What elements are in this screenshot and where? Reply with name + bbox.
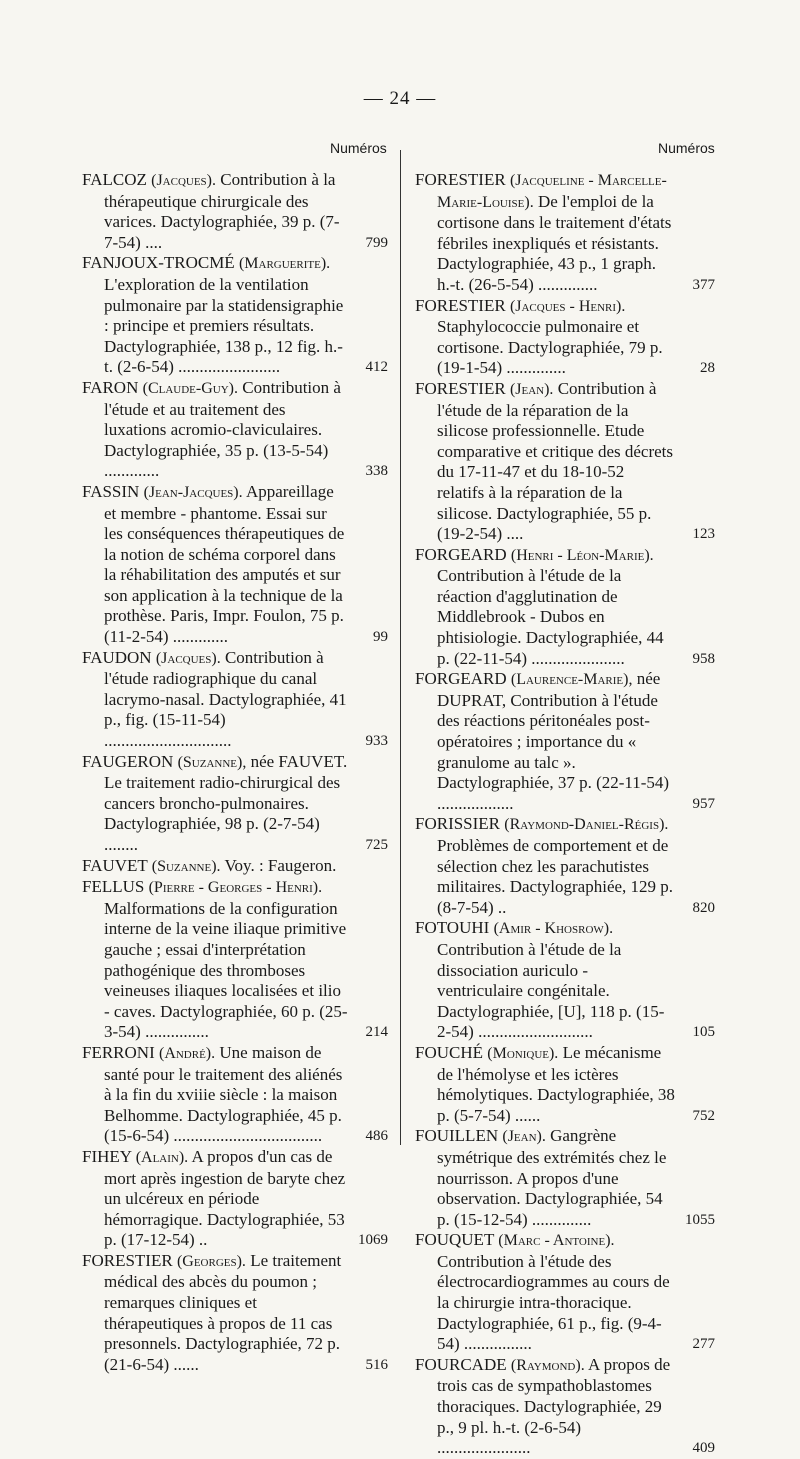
index-entry (415, 296, 715, 379)
entry-name: FOUILLEN (415, 1126, 499, 1146)
entry-name: FOUQUET (415, 1230, 495, 1250)
entry-number: 338 (365, 463, 388, 480)
entry-number: 412 (365, 359, 388, 376)
entry-number: 409 (692, 1440, 715, 1457)
left-column (82, 170, 388, 1375)
entry-number: 958 (692, 650, 715, 667)
entry-name: FOTOUHI (415, 918, 490, 938)
entry-name: FORGEARD (415, 544, 507, 564)
entry-given-name: (Suzanne), (177, 753, 247, 771)
entry-number: 820 (692, 899, 715, 916)
entry-number: 957 (692, 795, 715, 812)
entry-number: 277 (692, 1336, 715, 1353)
entry-name: FIHEY (82, 1146, 132, 1166)
entry-given-name: (Jacques). (155, 649, 221, 667)
entry-name: FORESTIER (415, 378, 506, 398)
entry-name: FOUCHÉ (415, 1042, 484, 1062)
entry-name: FORGEARD (415, 669, 507, 689)
entry-description: Malformations de la configuration interne de la veine iliaque primitive gauche ; essai d'interprétation pathogénique des thromboses veineuses iliaques localisées et ilio - caves. Dactylographiée, 60 p. (25-3-54) ............... (104, 898, 348, 1042)
entry-description: Contribution à l'étude radiographique du canal lacrymo-nasal. Dactylographiée, 41 p., fig. (15-11-54) .............................. (104, 647, 347, 751)
entry-given-name: (Jacques - Henri). (509, 297, 626, 315)
entry-name: FAUGERON (82, 751, 174, 771)
entry-given-name: (Marguerite). (238, 255, 331, 273)
entry-given-name: (Pierre - Georges - Henri). (148, 879, 323, 897)
entry-name: FOURCADE (415, 1354, 507, 1374)
entry-given-name: (Laurence-Marie), (510, 671, 633, 689)
entry-given-name: (Jean). (509, 380, 554, 398)
entry-given-name: (Alain). (135, 1148, 189, 1166)
entry-description: née DUPRAT, Contribution à l'étude des réactions péritonéales post-opératoires ; importance du « granulome au talc ». Dactylographiée, 37 p. (22-11-54) .................. (437, 669, 670, 813)
index-entry (82, 648, 388, 752)
index-entry (82, 877, 388, 1043)
index-entry (82, 1251, 388, 1376)
entry-description: A propos d'un cas de mort après ingestion de baryte chez un ulcéreux en période hémorragique. Dactylographiée, 53 p. (17-12-54) .. (104, 1146, 346, 1250)
index-entry (415, 669, 715, 814)
entry-given-name: (Georges). (176, 1252, 246, 1270)
entry-name: FORESTIER (415, 170, 506, 189)
index-entry (82, 378, 388, 482)
entry-name: FERRONI (82, 1042, 155, 1062)
entry-name: FASSIN (82, 481, 140, 501)
entry-number: 28 (700, 360, 715, 377)
entry-given-name: (Raymond). (510, 1356, 585, 1374)
entry-description: Contribution à l'étude de la réaction d'agglutination de Middlebrook - Dubos en phtisiologie. Dactylographiée, 44 p. (22-11-54) ...................... (437, 566, 664, 668)
entry-given-name: (Raymond-Daniel-Régis). (504, 816, 669, 834)
entry-name: FORESTIER (82, 1250, 173, 1270)
entry-given-name: (Monique). (487, 1044, 559, 1062)
entry-number: 933 (365, 733, 388, 750)
entry-given-name: (Jacqueline - Marcelle-Marie-Louise). (437, 172, 667, 211)
entry-given-name: (André). (158, 1044, 216, 1062)
index-entry (415, 1230, 715, 1355)
entry-number: 99 (373, 629, 388, 646)
right-column (415, 170, 715, 1459)
entry-number: 105 (692, 1024, 715, 1041)
entry-description: Contribution à l'étude et au traitement des luxations acromio-claviculaires. Dactylographiée, 35 p. (13-5-54) ............. (104, 377, 341, 481)
entry-description: Contribution à l'étude de la dissociation auriculo - ventriculaire congénitale. Dactylographiée, [U], 118 p. (15-2-54) ........................... (437, 939, 665, 1042)
entry-name: FANJOUX-TROCMÉ (82, 253, 235, 273)
index-entry (415, 1043, 715, 1126)
index-entry (415, 379, 715, 545)
entry-given-name: (Jean). (502, 1128, 546, 1146)
index-entry (82, 482, 388, 648)
entry-description: Contribution à l'étude des électrocardiogrammes au cours de la chirurgie intra-thoracique. Dactylographiée, 61 p., fig. (9-4-54) ................ (437, 1251, 670, 1354)
entry-number: 752 (692, 1107, 715, 1124)
entry-description: L'exploration de la ventilation pulmonaire par la statidensigraphie : principe et premiers résultats. Dactylographiée, 138 p., 12 fig. h.-t. (2-6-54) ........................ (104, 274, 344, 377)
entry-number: 123 (692, 526, 715, 543)
entry-description: Appareillage et membre - phantome. Essai sur les conséquences thérapeutiques de la notion de schéma corporel dans la réhabilitation des amputés et sur son application à la technique de la prothèse. Paris, Impr. Foulon, 75 p. (11-2-54) ............. (104, 481, 345, 647)
entry-name: FORISSIER (415, 814, 501, 834)
entry-description: née FAUVET. Le traitement radio-chirurgical des cancers broncho-pulmonaires. Dactylographiée, 98 p. (2-7-54) ........ (104, 751, 348, 854)
column-header-right: Numéros (658, 140, 715, 156)
index-entry (415, 170, 715, 296)
index-entry (82, 752, 388, 856)
column-divider (400, 150, 401, 1145)
entry-given-name: (Jacques). (151, 172, 216, 189)
index-entry (415, 1126, 715, 1230)
entry-given-name: (Henri - Léon-Marie). (510, 546, 654, 564)
entry-given-name: (Marc - Antoine). (498, 1232, 615, 1250)
index-entry (415, 1355, 715, 1459)
entry-given-name: (Jean-Jacques). (143, 483, 243, 501)
entry-number: 725 (365, 837, 388, 853)
entry-description: De l'emploi de la cortisone dans le traitement d'états fébriles inexpliqués et résistants. Dactylographiée, 43 p., 1 graph. h.-t. (26-5-54) .............. (437, 191, 672, 294)
entry-number: 1069 (358, 1232, 388, 1249)
entry-name: FAUVET (82, 855, 148, 875)
entry-number: 486 (365, 1128, 388, 1145)
entry-given-name: (Suzanne). (151, 857, 221, 875)
index-entry (82, 856, 388, 878)
entry-name: FARON (82, 377, 139, 397)
column-header-left: Numéros (330, 140, 387, 156)
index-entry (415, 918, 715, 1043)
entry-number: 799 (365, 234, 388, 251)
index-entry (82, 1043, 388, 1147)
entry-name: FALCOZ (82, 170, 147, 189)
index-entry (415, 545, 715, 670)
entry-description: Gangrène symétrique des extrémités chez le nourrisson. A propos d'une observation. Dactylographiée, 54 p. (15-12-54) .............. (437, 1126, 667, 1229)
index-entry (415, 814, 715, 918)
entry-name: FORESTIER (415, 295, 506, 315)
entry-number: 377 (692, 276, 715, 293)
entry-given-name: (Amir - Khosrow). (493, 920, 614, 938)
entry-name: FELLUS (82, 877, 145, 897)
entry-number: 516 (365, 1356, 388, 1373)
entry-description: A propos de trois cas de sympathoblastomes thoraciques. Dactylographiée, 29 p., 9 pl. h.-t. (2-6-54) ...................... (437, 1354, 671, 1458)
entry-description: Voy. : Faugeron. (220, 855, 337, 875)
index-entry (82, 170, 388, 253)
entry-description: Une maison de santé pour le traitement des aliénés à la fin du xviiie siècle : la maison Belhomme. Dactylographiée, 45 p. (15-6-54) ................................... (104, 1042, 343, 1146)
entry-description: Problèmes de comportement et de sélection chez les parachutistes militaires. Dactylographiée, 129 p. (8-7-54) .. (437, 836, 674, 917)
entry-description: Contribution à l'étude de la réparation de la silicose professionnelle. Etude comparative et critique des décrets du 17-11-47 et du 18-10-52 relatifs à la réparation de la silicose. Dactylographiée, 55 p. (19-2-54) .... (437, 378, 673, 544)
entry-number: 214 (365, 1024, 388, 1041)
entry-number: 1055 (685, 1211, 715, 1228)
entry-name: FAUDON (82, 647, 152, 667)
entry-description: Contribution à la thérapeutique chirurgicale des varices. Dactylographiée, 39 p. (7-7-54) .... (104, 170, 340, 252)
entry-given-name: (Claude-Guy). (142, 379, 238, 397)
page-number: — 24 — (363, 88, 437, 109)
index-entry (82, 253, 388, 378)
entry-description: Le traitement médical des abcès du poumon ; remarques cliniques et thérapeutiques à propos de 11 cas presonnels. Dactylographiée, 72 p. (21-6-54) ...... (104, 1250, 342, 1374)
entry-description: Le mécanisme de l'hémolyse et les ictères hémolytiques. Dactylographiée, 38 p. (5-7-54) ...... (437, 1042, 675, 1125)
entry-description: Staphylococcie pulmonaire et cortisone. Dactylographiée, 79 p. (19-1-54) .............. (437, 317, 663, 378)
index-entry (82, 1147, 388, 1251)
